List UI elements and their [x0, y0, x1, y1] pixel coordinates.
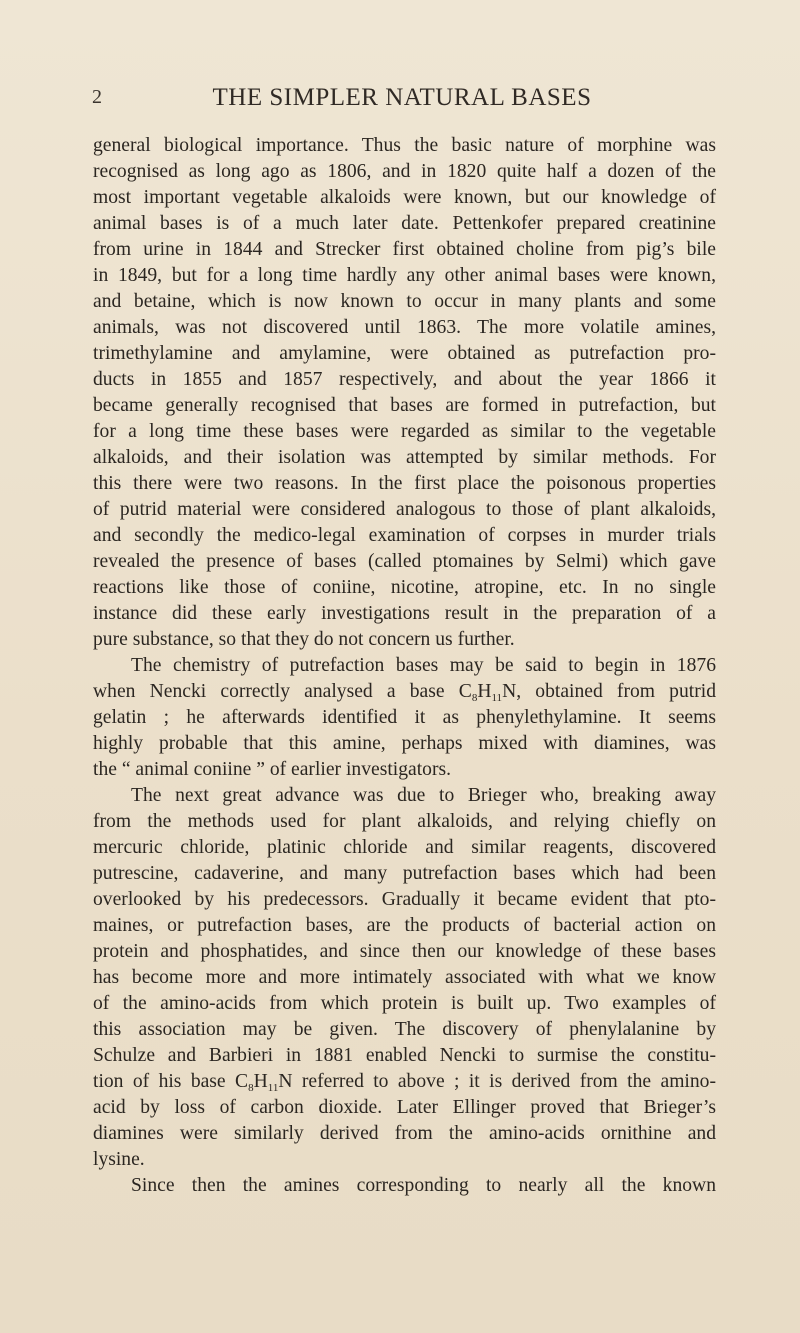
text-line: of putrid material were considered analogous to those of plant alkaloids,	[93, 499, 716, 520]
body-text	[93, 133, 716, 1199]
text-line: gelatin ; he afterwards identified it as phenylethylamine. It seems	[93, 707, 716, 728]
text-line: and betaine, which is now known to occur in many plants and some	[93, 291, 716, 312]
text-line: putrescine, cadaverine, and many putrefaction bases which had been	[93, 863, 716, 884]
text-line: when Nencki correctly analysed a base $C_8H_{11}N$, obtained from putrid	[93, 681, 716, 704]
text-line: reactions like those of coniine, nicotine, atropine, etc. In no single	[93, 577, 716, 598]
text-line: pure substance, so that they do not concern us further.	[93, 629, 515, 650]
text-line: revealed the presence of bases (called ptomaines by Selmi) which gave	[93, 551, 716, 572]
text-line: animals, was not discovered until 1863. The more volatile amines,	[93, 317, 716, 338]
text-line: became generally recognised that bases are formed in putrefaction, but	[93, 395, 716, 416]
text-line: protein and phosphatides, and since then our knowledge of these bases	[93, 941, 716, 962]
text-line: alkaloids, and their isolation was attempted by similar methods. For	[93, 447, 716, 468]
text-line: trimethylamine and amylamine, were obtained as putrefaction pro-	[93, 343, 716, 364]
text-line: the “ animal coniine ” of earlier investigators.	[93, 759, 451, 780]
text-line: mercuric chloride, platinic chloride and similar reagents, discovered	[93, 837, 716, 858]
text-line: from the methods used for plant alkaloids, and relying chiefly on	[93, 811, 716, 832]
text-line: highly probable that this amine, perhaps mixed with diamines, was	[93, 733, 716, 754]
text-line: recognised as long ago as 1806, and in 1820 quite half a dozen of the	[93, 161, 716, 182]
text-line: The next great advance was due to Brieger who, breaking away	[131, 785, 716, 806]
text-line: tion of his base $C_8H_{11}N$ referred to above ; it is derived from the amino-	[93, 1071, 716, 1094]
running-head	[92, 84, 712, 114]
text-line: instance did these early investigations result in the preparation of a	[93, 603, 716, 624]
text-line: and secondly the medico-legal examination of corpses in murder trials	[93, 525, 716, 546]
text-line: Schulze and Barbieri in 1881 enabled Nencki to surmise the constitu-	[93, 1045, 716, 1066]
text-line: Since then the amines corresponding to nearly all the known	[131, 1175, 716, 1196]
text-line: acid by loss of carbon dioxide. Later Ellinger proved that Brieger’s	[93, 1097, 716, 1118]
text-line: The chemistry of putrefaction bases may be said to begin in 1876	[131, 655, 716, 676]
text-line: from urine in 1844 and Strecker first obtained choline from pig’s bile	[93, 239, 716, 260]
text-line: ducts in 1855 and 1857 respectively, and about the year 1866 it	[93, 369, 716, 390]
text-line: most important vegetable alkaloids were known, but our knowledge of	[93, 187, 716, 208]
text-line: this association may be given. The discovery of phenylalanine by	[93, 1019, 716, 1040]
text-line: in 1849, but for a long time hardly any other animal bases were known,	[93, 265, 716, 286]
text-line: general biological importance. Thus the basic nature of morphine was	[93, 135, 716, 156]
text-line: maines, or putrefaction bases, are the products of bacterial action on	[93, 915, 716, 936]
text-line: this there were two reasons. In the first place the poisonous properties	[93, 473, 716, 494]
text-line: overlooked by his predecessors. Gradually it became evident that pto-	[93, 889, 716, 910]
page-number: 2	[92, 86, 102, 108]
text-line: of the amino-acids from which protein is built up. Two examples of	[93, 993, 716, 1014]
text-line: has become more and more intimately associated with what we know	[93, 967, 716, 988]
text-line: lysine.	[93, 1149, 145, 1170]
text-line: animal bases is of a much later date. Pettenkofer prepared creatinine	[93, 213, 716, 234]
text-line: diamines were similarly derived from the amino-acids ornithine and	[93, 1123, 716, 1144]
text-line: for a long time these bases were regarded as similar to the vegetable	[93, 421, 716, 442]
running-title: THE SIMPLER NATURAL BASES	[212, 84, 592, 111]
